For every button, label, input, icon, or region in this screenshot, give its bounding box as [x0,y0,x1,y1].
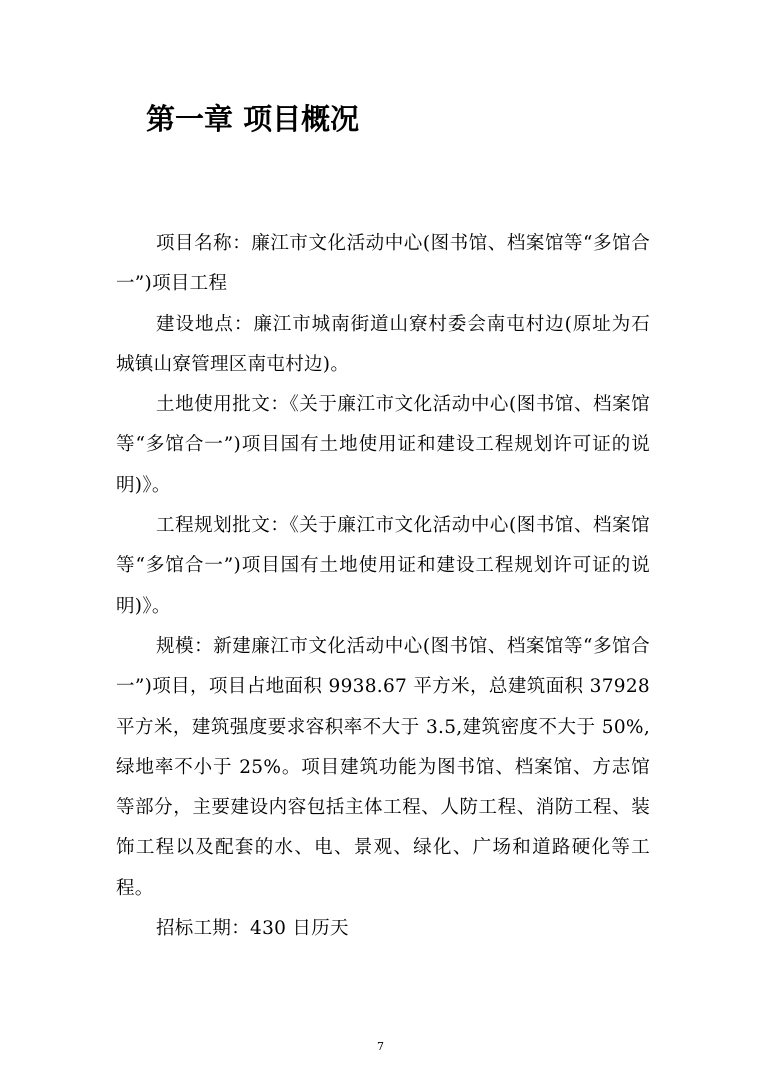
paragraph-text: 430 日历天 [250,918,349,940]
paragraph-project-name [116,224,650,305]
paragraph-label: 工程规划批文 ： [156,515,289,536]
paragraph-tender-period [116,909,650,949]
paragraph-text: 廉江市城南街道山寮村委会南屯村边(原址为石城镇山寮管理区南屯村边)。 [116,313,650,375]
paragraph-text: 《关于廉江市文化活动中心(图书馆、档案馆等“多馆合一”)项目国有土地使用证和建设工程规划许可证的说明)》。 [116,394,650,496]
paragraph-label: 土地使用批文 ： [156,394,289,415]
paragraph-text: 新建廉江市文化活动中心(图书馆、档案馆等“多馆合一”)项目，项目占地面积 9938.67 平方米，总建筑面积 37928 平方米，建筑强度要求容积率不大于 3.5,建筑密度不大于 50%,绿地率不小于 25%。项目建筑功能为图书馆、档案馆、方志馆等部分，主要建设内容包括主体工程、人防工程、消防工程、装饰工程以及配套的水、电、景观、绿化、广场和道路硬化等工程。 [116,635,650,899]
paragraph-scale [116,627,650,909]
page-number: 7 [377,1040,384,1053]
chapter-title: 第一章 项目概况 [146,102,360,136]
body-text [116,224,650,949]
paragraph-text: 《关于廉江市文化活动中心(图书馆、档案馆等“多馆合一”)项目国有土地使用证和建设工程规划许可证的说明)》。 [116,515,650,617]
paragraph-label: 建设地点 ： [156,314,253,335]
paragraph-planning-approval [116,506,650,627]
paragraph-label: 项目名称 ： [156,233,251,254]
paragraph-label: 招标工期 ： [156,918,250,939]
paragraph-text: 廉江市文化活动中心(图书馆、档案馆等“多馆合一”)项目工程 [116,233,650,295]
paragraph-land-use-approval [116,385,650,506]
paragraph-construction-site [116,305,650,386]
paragraph-label: 规模 ： [156,636,213,657]
